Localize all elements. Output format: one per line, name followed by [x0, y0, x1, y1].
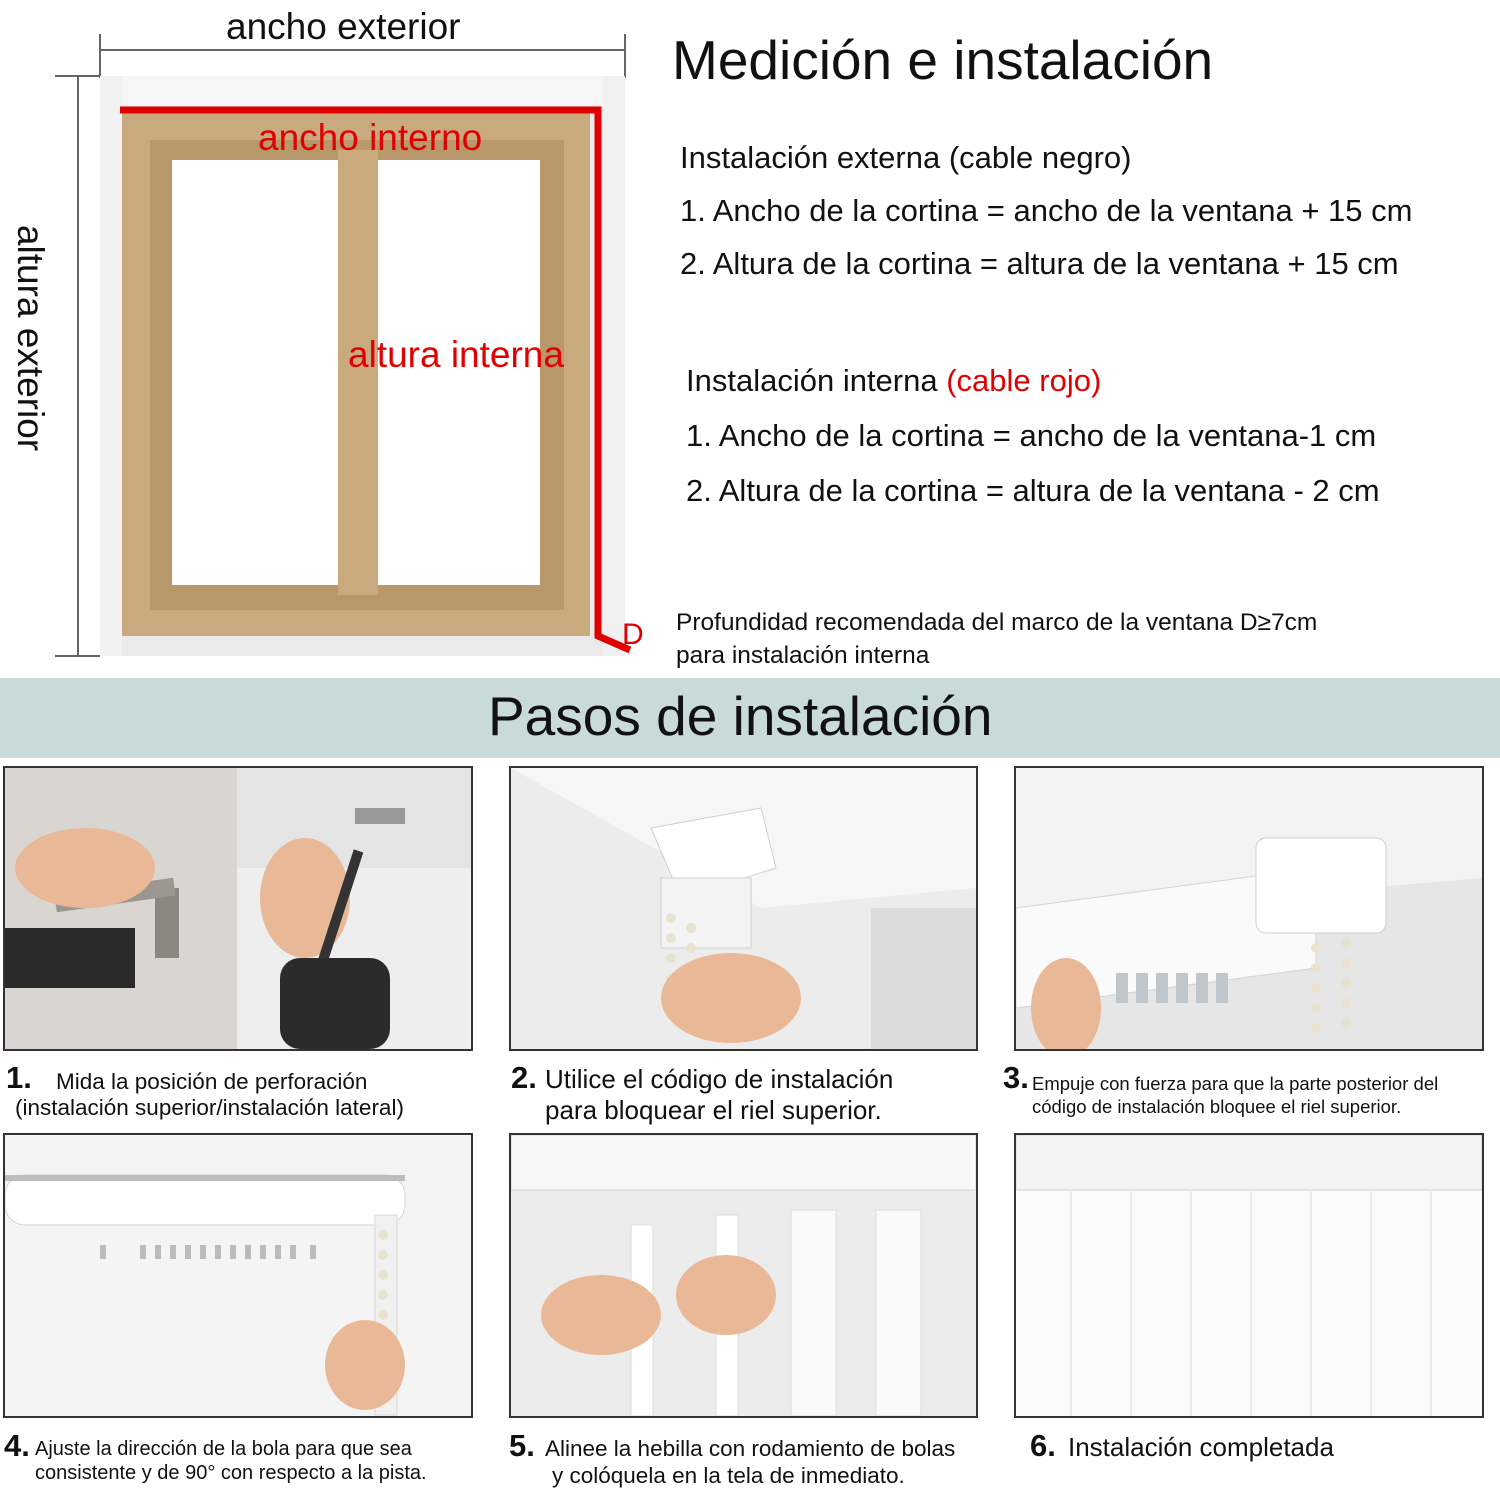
left-pane [172, 160, 338, 585]
step-2-photo [509, 766, 978, 1051]
external-line-1: 1. Ancho de la cortina = ancho de la ventana + 15 cm [680, 193, 1413, 228]
internal-heading [686, 363, 1101, 399]
internal-heading-prefix: Instalación interna [686, 363, 947, 398]
outer-height-label: altura exterior [10, 224, 51, 452]
depth-label: D [622, 618, 644, 651]
step-3-number: 3. [1003, 1060, 1029, 1095]
external-heading: Instalación externa (cable negro) [680, 140, 1132, 175]
step-3-line-2: código de instalación bloquee el riel superior. [1032, 1096, 1402, 1117]
inner-width-label: ancho interno [258, 117, 483, 158]
inner-height-label: altura interna [348, 334, 564, 375]
step-3-line-1: Empuje con fuerza para que la parte posterior del [1032, 1073, 1439, 1094]
step-1-photo [3, 766, 473, 1051]
internal-line-2: 2. Altura de la cortina = altura de la ventana - 2 cm [686, 473, 1380, 508]
step-6-number: 6. [1030, 1428, 1056, 1463]
step-4-line-1: Ajuste la dirección de la bola para que sea [35, 1438, 412, 1460]
step-2-line-1: Utilice el código de instalación [545, 1064, 894, 1094]
step-2-number: 2. [511, 1060, 537, 1095]
step-4-photo [3, 1133, 473, 1418]
step-6-photo [1014, 1133, 1484, 1418]
step-4-number: 4. [4, 1428, 30, 1463]
measurement-title: Medición e instalación [672, 29, 1214, 91]
step-3-photo [1014, 766, 1484, 1051]
depth-note-line-1: Profundidad recomendada del marco de la ventana D≥7cm [676, 609, 1318, 636]
step-4-line-2: consistente y de 90° con respecto a la pista. [35, 1462, 427, 1484]
step-1-line-2: (instalación superior/instalación lateral) [15, 1095, 404, 1120]
step-2-line-2: para bloquear el riel superior. [545, 1095, 882, 1125]
internal-heading-red: (cable rojo) [946, 363, 1102, 398]
step-5-line-1: Alinee la hebilla con rodamiento de bolas [545, 1436, 956, 1461]
steps-title: Pasos de instalación [488, 685, 993, 747]
step-5-line-2: y colóquela en la tela de inmediato. [552, 1463, 905, 1488]
depth-note-line-2: para instalación interna [676, 642, 930, 669]
step-1-line-1: Mida la posición de perforación [56, 1069, 368, 1094]
outer-width-label: ancho exterior [226, 6, 461, 47]
external-line-2: 2. Altura de la cortina = altura de la ventana + 15 cm [680, 246, 1399, 281]
step-1-number: 1. [6, 1060, 32, 1095]
step-5-photo [509, 1133, 978, 1418]
step-5-number: 5. [509, 1428, 535, 1463]
depth-note [676, 606, 1317, 672]
internal-line-1: 1. Ancho de la cortina = ancho de la ventana-1 cm [686, 418, 1377, 453]
step-6-line-1: Instalación completada [1068, 1432, 1334, 1462]
